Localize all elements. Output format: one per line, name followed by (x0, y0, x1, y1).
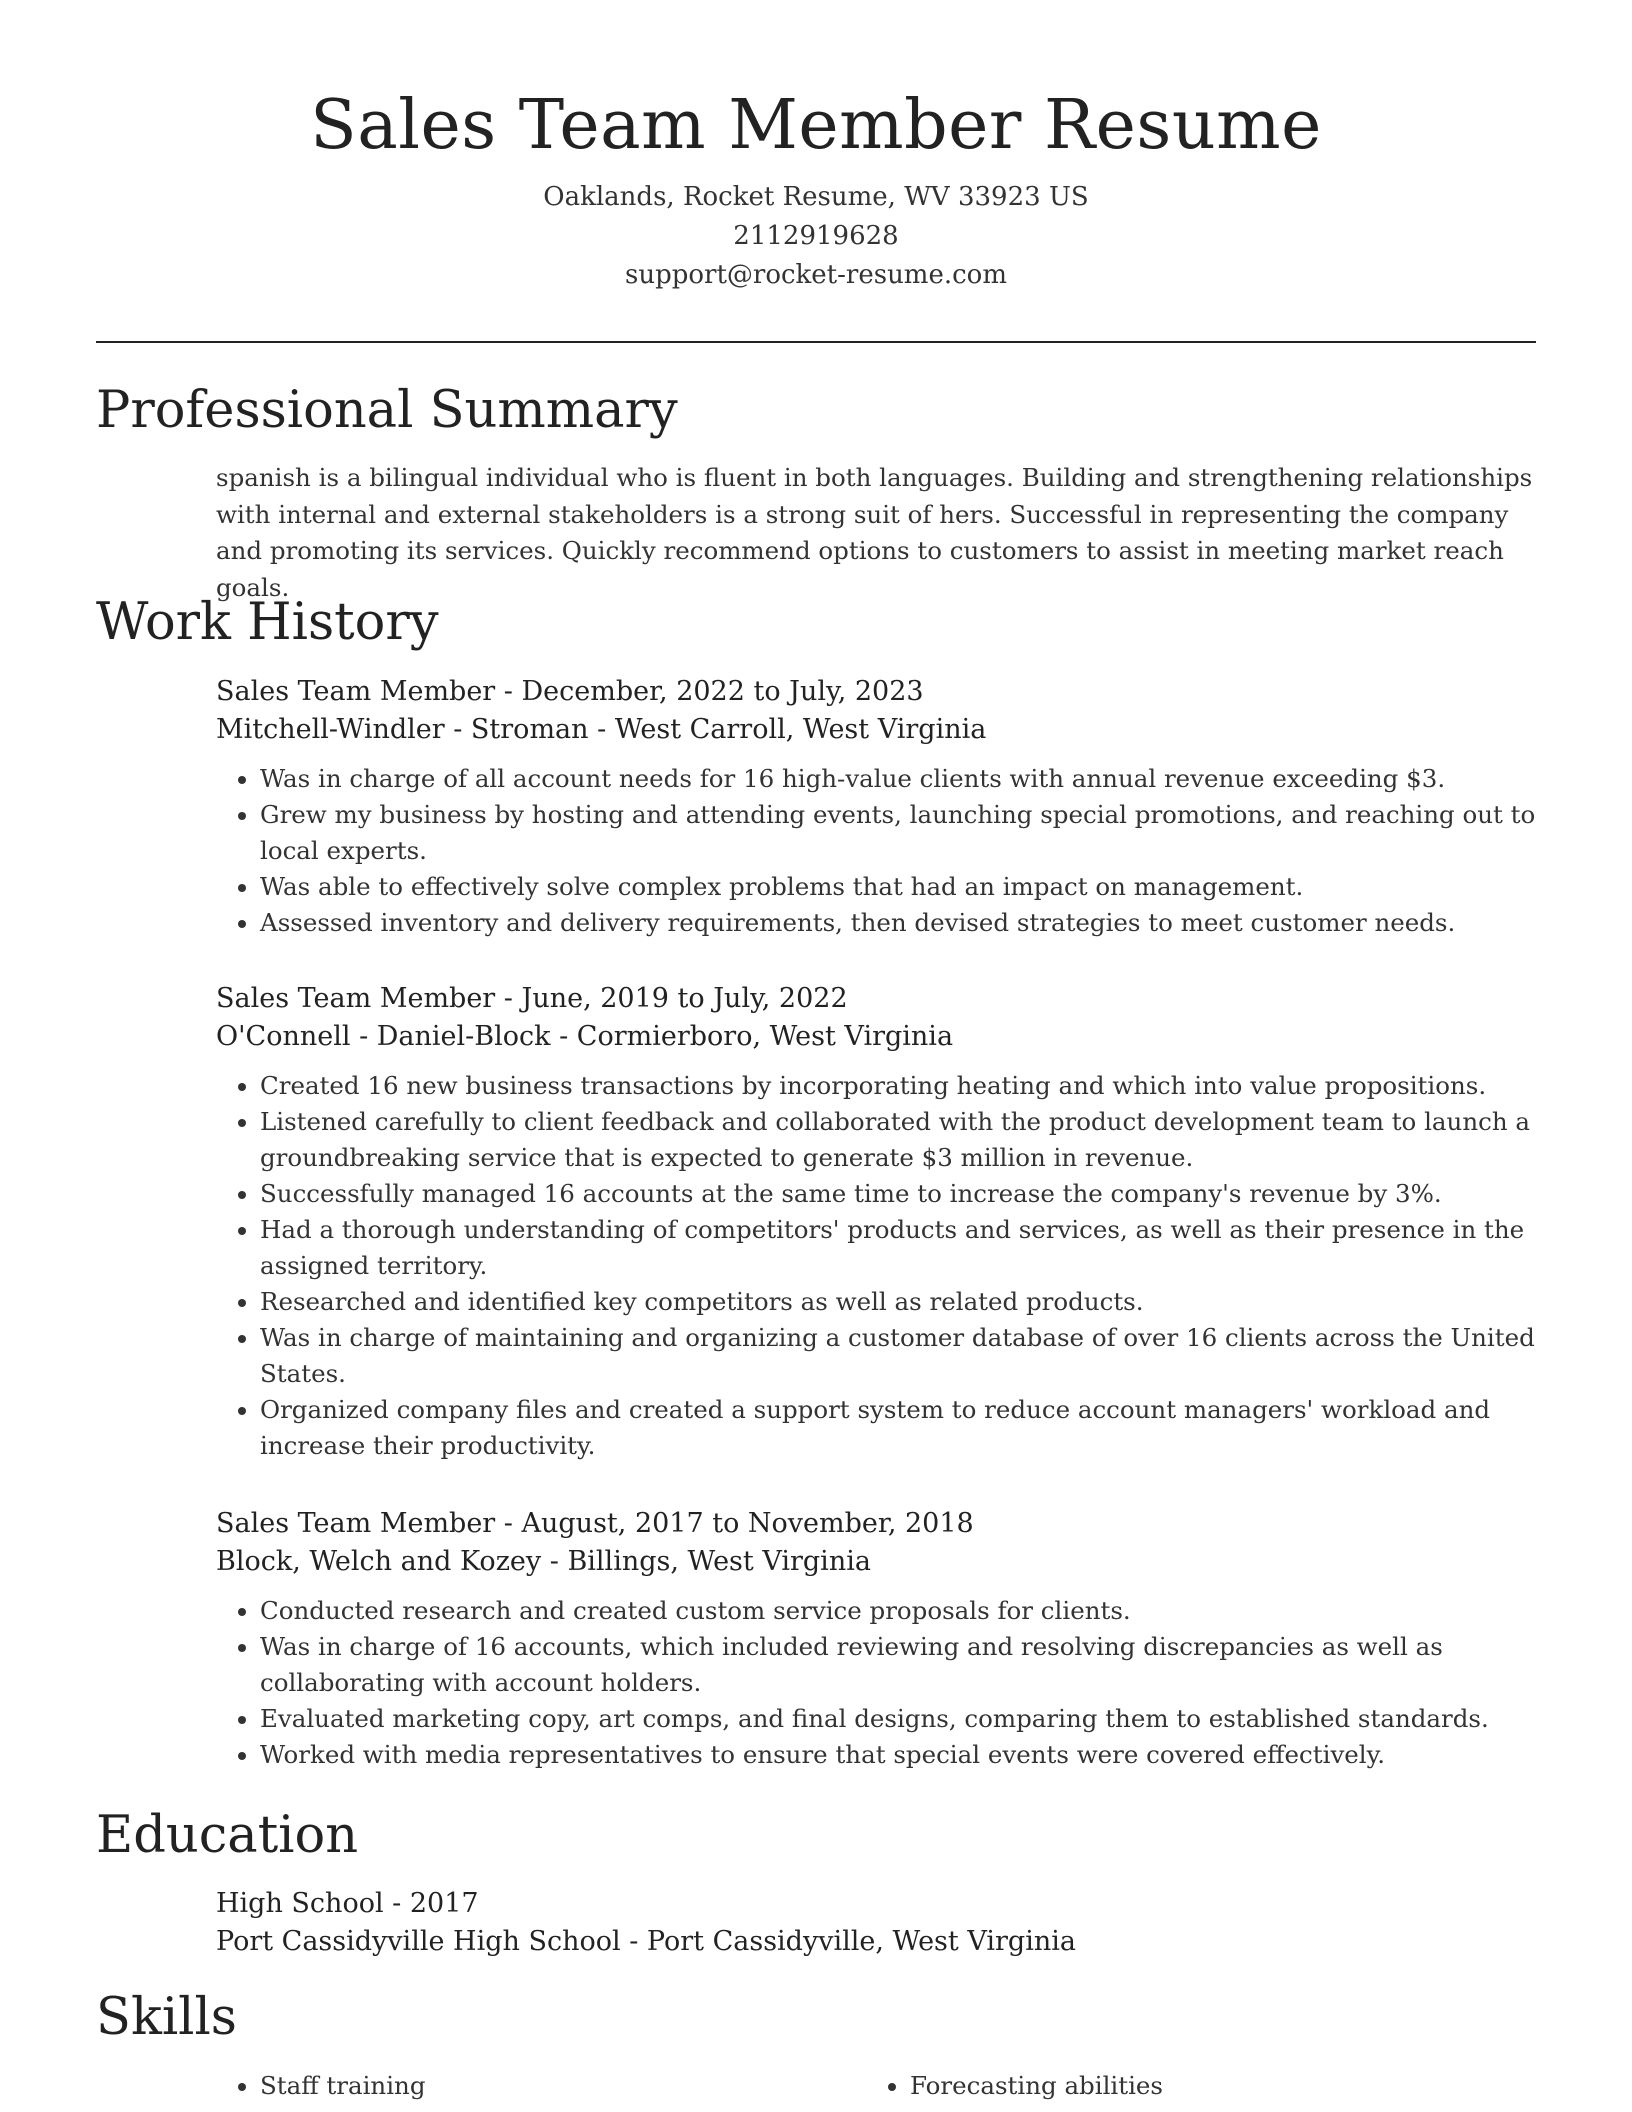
education-location: - Port Cassidyville, West Virginia (620, 1926, 1076, 1957)
job-duties-list (216, 1068, 1536, 1464)
job-company: O'Connell - Daniel-Block (216, 1021, 551, 1052)
skills-list-right (866, 2068, 1516, 2104)
list-item: • Was in charge of all account needs for 16 high-value clients with annual revenue exceeding $3. (260, 761, 1536, 797)
contact-address: Oaklands, Rocket Resume, WV 33923 US (543, 182, 1089, 212)
job-title: Sales Team Member (216, 983, 496, 1014)
list-item: • Was able to effectively solve complex problems that had an impact on management. (260, 869, 1536, 905)
list-item: • Was in charge of 16 accounts, which included reviewing and resolving discrepancies as well as collaborating with account holders. (260, 1629, 1536, 1701)
contact-block (96, 178, 1536, 295)
job-location: - West Carroll, West Virginia (588, 714, 987, 745)
job-dates: - August, 2017 to November, 2018 (495, 1508, 974, 1539)
list-item: • Worked with media representatives to ensure that special events were covered effectively. (260, 1737, 1536, 1773)
education-school: Port Cassidyville High School (216, 1926, 621, 1957)
summary-paragraph: spanish is a bilingual individual who is fluent in both languages. Building and strengthening relationships with internal and external stakeholders is a strong suit of hers. Successful in representing the company and promoting its services. Quickly recommend options to customers to assist in meeting market reach goals. (216, 463, 1533, 602)
list-item: • Evaluated marketing copy, art comps, and final designs, comparing them to established standards. (260, 1701, 1536, 1737)
job-duties-list (216, 1593, 1536, 1773)
list-item: • Grew my business by hosting and attending events, launching special promotions, and reaching out to local experts. (260, 797, 1536, 869)
job-entry-3 (216, 1505, 1536, 1773)
job-duties-list (216, 761, 1536, 941)
education-degree: High School (216, 1888, 384, 1919)
job-dates: - June, 2019 to July, 2022 (495, 983, 848, 1014)
skills-column-left (216, 2068, 866, 2104)
skills-column-right (866, 2068, 1516, 2104)
education-entry (216, 1885, 1536, 1961)
job-location: - Billings, West Virginia (541, 1546, 871, 1577)
list-item: • Researched and identified key competitors as well as related products. (260, 1284, 1536, 1320)
list-item: • Conducted research and created custom service proposals for clients. (260, 1593, 1536, 1629)
job-title-line (216, 673, 1536, 711)
contact-phone: 2112919628 (733, 221, 899, 251)
skills-list-left (216, 2068, 866, 2104)
job-title-line (216, 1505, 1536, 1543)
job-company: Mitchell-Windler - Stroman (216, 714, 589, 745)
job-entry-1 (216, 673, 1536, 941)
contact-email: support@rocket-resume.com (624, 260, 1007, 290)
list-item: • Organized company files and created a support system to reduce account managers' workload and increase their productivity. (260, 1392, 1536, 1464)
job-company: Block, Welch and Kozey (216, 1546, 542, 1577)
job-title: Sales Team Member (216, 676, 496, 707)
summary-heading: Professional Summary (96, 381, 678, 440)
education-degree-line (216, 1885, 1536, 1923)
education-heading: Education (96, 1806, 359, 1865)
education-year: - 2017 (383, 1888, 479, 1919)
list-item: • Successfully managed 16 accounts at the same time to increase the company's revenue by 3%. (260, 1176, 1536, 1212)
list-item: • Was in charge of maintaining and organizing a customer database of over 16 clients across the United States. (260, 1320, 1536, 1392)
list-item: • Listened carefully to client feedback and collaborated with the product development team to launch a groundbreaking service that is expected to generate $3 million in revenue. (260, 1104, 1536, 1176)
job-company-line (216, 711, 1536, 749)
job-company-line (216, 1018, 1536, 1056)
list-item: • Had a thorough understanding of competitors' products and services, as well as their presence in the assigned territory. (260, 1212, 1536, 1284)
skill-item: • Staff training (260, 2068, 866, 2104)
header-divider (96, 341, 1536, 343)
job-title-line (216, 980, 1536, 1018)
job-location: - Cormierboro, West Virginia (550, 1021, 954, 1052)
job-company-line (216, 1543, 1536, 1581)
resume-header (96, 78, 1536, 295)
list-item: • Created 16 new business transactions by incorporating heating and which into value propositions. (260, 1068, 1536, 1104)
skill-item: • Forecasting abilities (910, 2068, 1516, 2104)
work-history-heading: Work History (96, 593, 439, 652)
job-dates: - December, 2022 to July, 2023 (495, 676, 924, 707)
list-item: • Assessed inventory and delivery requirements, then devised strategies to meet customer needs. (260, 905, 1536, 941)
candidate-name: Sales Team Member Resume (310, 86, 1322, 165)
education-school-line (216, 1923, 1536, 1961)
skills-heading: Skills (96, 1988, 237, 2047)
skills-grid (216, 2068, 1536, 2104)
job-title: Sales Team Member (216, 1508, 496, 1539)
job-entry-2 (216, 980, 1536, 1464)
